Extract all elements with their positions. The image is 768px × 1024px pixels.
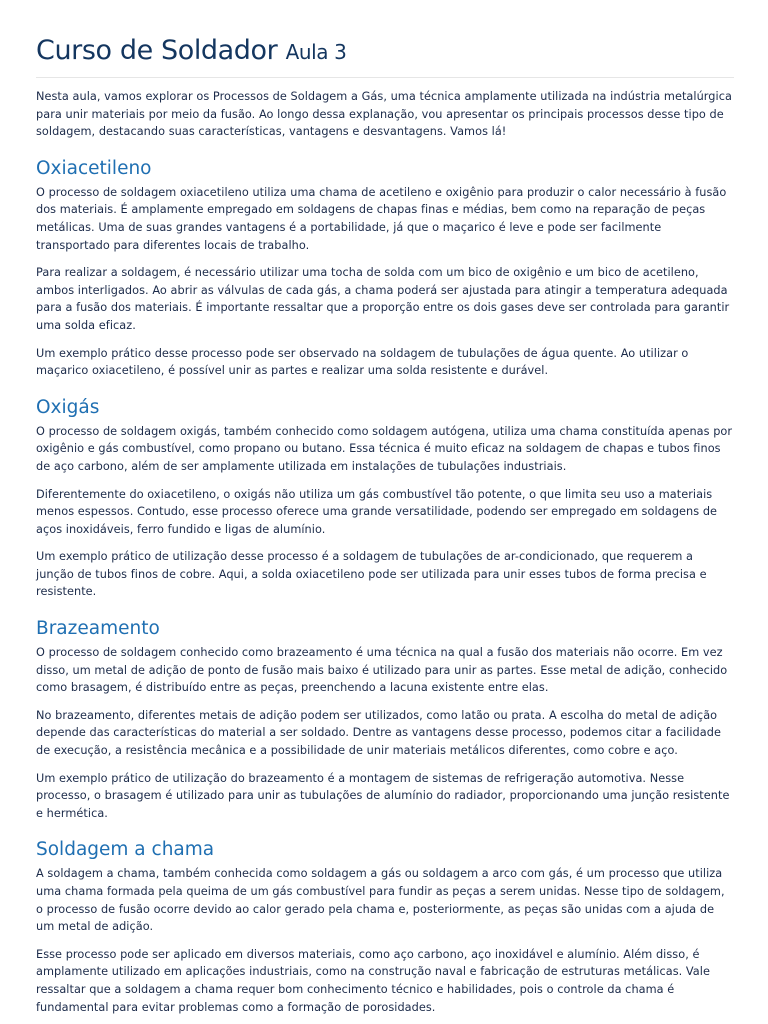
section-paragraph: Diferentemente do oxiacetileno, o oxigás não utiliza um gás combustível tão potente, o que limita seu uso a materiais menos espessos. Contudo, esse processo oferece uma grande versatilidade, podendo ser empregado em soldagens de aços inoxidáveis, ferro fundido e ligas de alumínio. bbox=[36, 487, 718, 536]
section-paragraph: Esse processo pode ser aplicado em diversos materiais, como aço carbono, aço inoxidável e alumínio. Além disso, é amplamente utilizado em aplicações industriais, como na construção naval e fabricação de estruturas metálicas. Vale ressaltar que a soldagem a chama requer bom conhecimento técnico e habilidades, pois o controle da chama é fundamental para evitar problemas como a formação de porosidades. bbox=[36, 947, 710, 1014]
section-paragraph: A soldagem a chama, também conhecida como soldagem a gás ou soldagem a arco com gás, é um processo que utiliza uma chama formada pela queima de um gás combustível para fundir as peças a serem unidas. Nesse tipo de soldagem, o processo de fusão ocorre devido ao calor gerado pela chama e, posteriormente, as peças são unidas com a ajuda de um metal de adição. bbox=[36, 867, 725, 934]
section-brazeamento bbox=[36, 617, 734, 822]
section-paragraph: Um exemplo prático de utilização desse processo é a soldagem de tubulações de ar-condicionado, que requerem a junção de tubos finos de cobre. Aqui, a solda oxiacetileno pode ser utilizada para unir esses tubos de forma precisa e resistente. bbox=[36, 550, 707, 599]
lesson-label: Aula 3 bbox=[285, 40, 347, 64]
title-divider bbox=[36, 77, 734, 78]
section-heading: Oxigás bbox=[36, 396, 100, 418]
section-paragraph: Um exemplo prático de utilização do brazeamento é a montagem de sistemas de refrigeração automotiva. Nesse processo, o brasagem é utilizado para unir as tubulações de alumínio do radiador, proporcionando uma junção resistente e hermética. bbox=[36, 771, 730, 820]
section-paragraph: O processo de soldagem oxiacetileno utiliza uma chama de acetileno e oxigênio para produzir o calor necessário à fusão dos materiais. É amplamente empregado em soldagens de chapas finas e médias, bem como na reparação de peças metálicas. Uma de suas grandes vantagens é a portabilidade, já que o maçarico é leve e pode ser facilmente transportado para diferentes locais de trabalho. bbox=[36, 185, 727, 252]
section-oxiacetileno bbox=[36, 157, 734, 380]
section-heading: Brazeamento bbox=[36, 618, 160, 640]
section-oxigas bbox=[36, 396, 734, 601]
course-title: Curso de Soldador bbox=[36, 35, 278, 66]
section-paragraph: No brazeamento, diferentes metais de adição podem ser utilizados, como latão ou prata. A escolha do metal de adição depende das características do material a ser soldado. Dentre as vantagens desse processo, podemos citar a facilidade de execução, a resistência mecânica e a possibilidade de unir materiais metálicos diferentes, como cobre e aço. bbox=[36, 708, 721, 758]
intro-paragraph: Nesta aula, vamos explorar os Processos de Soldagem a Gás, uma técnica amplamente utilizada na indústria metalúrgica para unir materiais por meio da fusão. Ao longo dessa explanação, vou apresentar os principais processos desse tipo de soldagem, destacando suas características, vantagens e desvantagens. Vamos lá! bbox=[36, 90, 732, 139]
section-paragraph: Para realizar a soldagem, é necessário utilizar uma tocha de solda com um bico de oxigênio e um bico de acetileno, ambos interligados. Ao abrir as válvulas de cada gás, a chama poderá ser ajustada para atingir a temperatura adequada para a fusão dos materiais. É importante ressaltar que a proporção entre os dois gases deve ser controlada para garantir uma solda eficaz. bbox=[36, 266, 730, 332]
page-title bbox=[36, 34, 734, 69]
section-paragraph: O processo de soldagem oxigás, também conhecido como soldagem autógena, utiliza uma chama constituída apenas por oxigênio e gás combustível, como propano ou butano. Essa técnica é muito eficaz na soldagem de chapas e tubos finos de aço carbono, além de ser amplamente utilizada em instalações de tubulações industriais. bbox=[36, 424, 733, 473]
section-paragraph: O processo de soldagem conhecido como brazeamento é uma técnica na qual a fusão dos materiais não ocorre. Em vez disso, um metal de adição de ponto de fusão mais baixo é utilizado para unir as partes. Esse metal de adição, conhecido como brasagem, é distribuído entre as peças, preenchendo a lacuna existente entre elas. bbox=[36, 646, 728, 695]
section-heading: Oxiacetileno bbox=[36, 157, 152, 179]
section-soldagem-a-chama bbox=[36, 838, 734, 1016]
section-paragraph: Um exemplo prático desse processo pode ser observado na soldagem de tubulações de água quente. Ao utilizar o maçarico oxiacetileno, é possível unir as partes e realizar uma solda resistente e durável. bbox=[36, 346, 689, 378]
section-heading: Soldagem a chama bbox=[36, 839, 215, 861]
